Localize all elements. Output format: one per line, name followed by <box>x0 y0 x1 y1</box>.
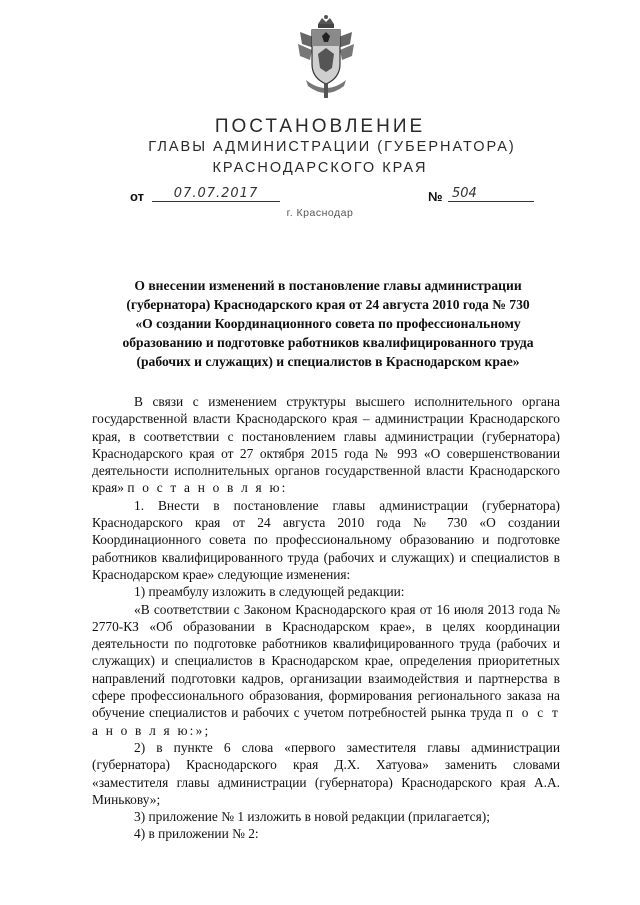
city-label: г. Краснодар <box>286 207 354 219</box>
body-paragraph: 1. Внести в постановление главы администрации (губернатора) Краснодарского края от 24 августа 2010 года № 730 «О создании Координационного совета по профессиональному образованию и подготовке работников квалифицированного труда (рабочих и служащих) и специалистов в Краснодарском крае» следующие изменения: <box>92 497 560 582</box>
document-type-heading: ПОСТАНОВЛЕНИЕ <box>214 116 426 137</box>
document-title <box>96 276 560 371</box>
title-line: О внесении изменений в постановление главы администрации <box>134 278 522 293</box>
number-value: 504 <box>448 186 534 202</box>
issuer-heading-line2: КРАСНОДАРСКОГО КРАЯ <box>212 160 428 176</box>
number-label: № <box>428 189 443 204</box>
paragraph-text: В связи с изменением структуры высшего исполнительного органа государственной власти Краснодарского края – администрации Краснодарского края, в соответствии с постановлением главы администрации (губернатора) Краснодарского края от 27 октября 2015 года № 993 «О совершенствовании деятельности исполнительных органов государственной власти Краснодарского края» <box>92 394 560 496</box>
paragraph-text: «В соответствии с Законом Краснодарского края от 16 июля 2013 года № 2770-КЗ «Об образовании в Краснодарском крае», в целях координации деятельности по подготовке работников квалифицированного труда (рабочих и служащих) и специалистов в Краснодарском крае, определения приоритетных направлений подготовки кадров, организации взаимодействия и партнерства в сфере профессионального образования, формирования регионального заказа на обучение специалистов и рабочих с учетом потребностей рынка труда <box>92 601 560 721</box>
issuer-heading-line1: ГЛАВЫ АДМИНИСТРАЦИИ (ГУБЕРНАТОРА) <box>148 139 516 155</box>
title-line: «О создании Координационного совета по профессиональному <box>135 316 521 331</box>
document-body <box>92 393 560 843</box>
body-paragraph: 3) приложение № 1 изложить в новой редакции (прилагается); <box>134 809 490 825</box>
body-paragraph <box>92 601 560 739</box>
date-value: 07.07.2017 <box>152 186 280 202</box>
body-paragraph: 1) преамбулу изложить в следующей редакции: <box>134 584 405 600</box>
resolution-word: п о с т а н о в л я ю:»; <box>92 705 560 738</box>
body-paragraph <box>92 393 560 497</box>
resolution-word: п о с т а н о в л я ю: <box>127 480 288 496</box>
title-line: (губернатора) Краснодарского края от 24 августа 2010 года № 730 <box>126 297 530 312</box>
body-paragraph: 4) в приложении № 2: <box>134 826 259 842</box>
title-line: (рабочих и служащих) и специалистов в Краснодарском крае» <box>136 354 520 369</box>
coat-of-arms-icon <box>296 14 356 100</box>
date-label: от <box>130 189 144 204</box>
title-line: образованию и подготовке работников квалифицированного труда <box>122 335 534 350</box>
body-paragraph: 2) в пункте 6 слова «первого заместителя главы администрации (губернатора) Краснодарского края Д.Х. Хатуова» заменить словами «заместителя главы администрации (губернатора) Краснодарского края А.А. Минькову»; <box>92 739 560 807</box>
